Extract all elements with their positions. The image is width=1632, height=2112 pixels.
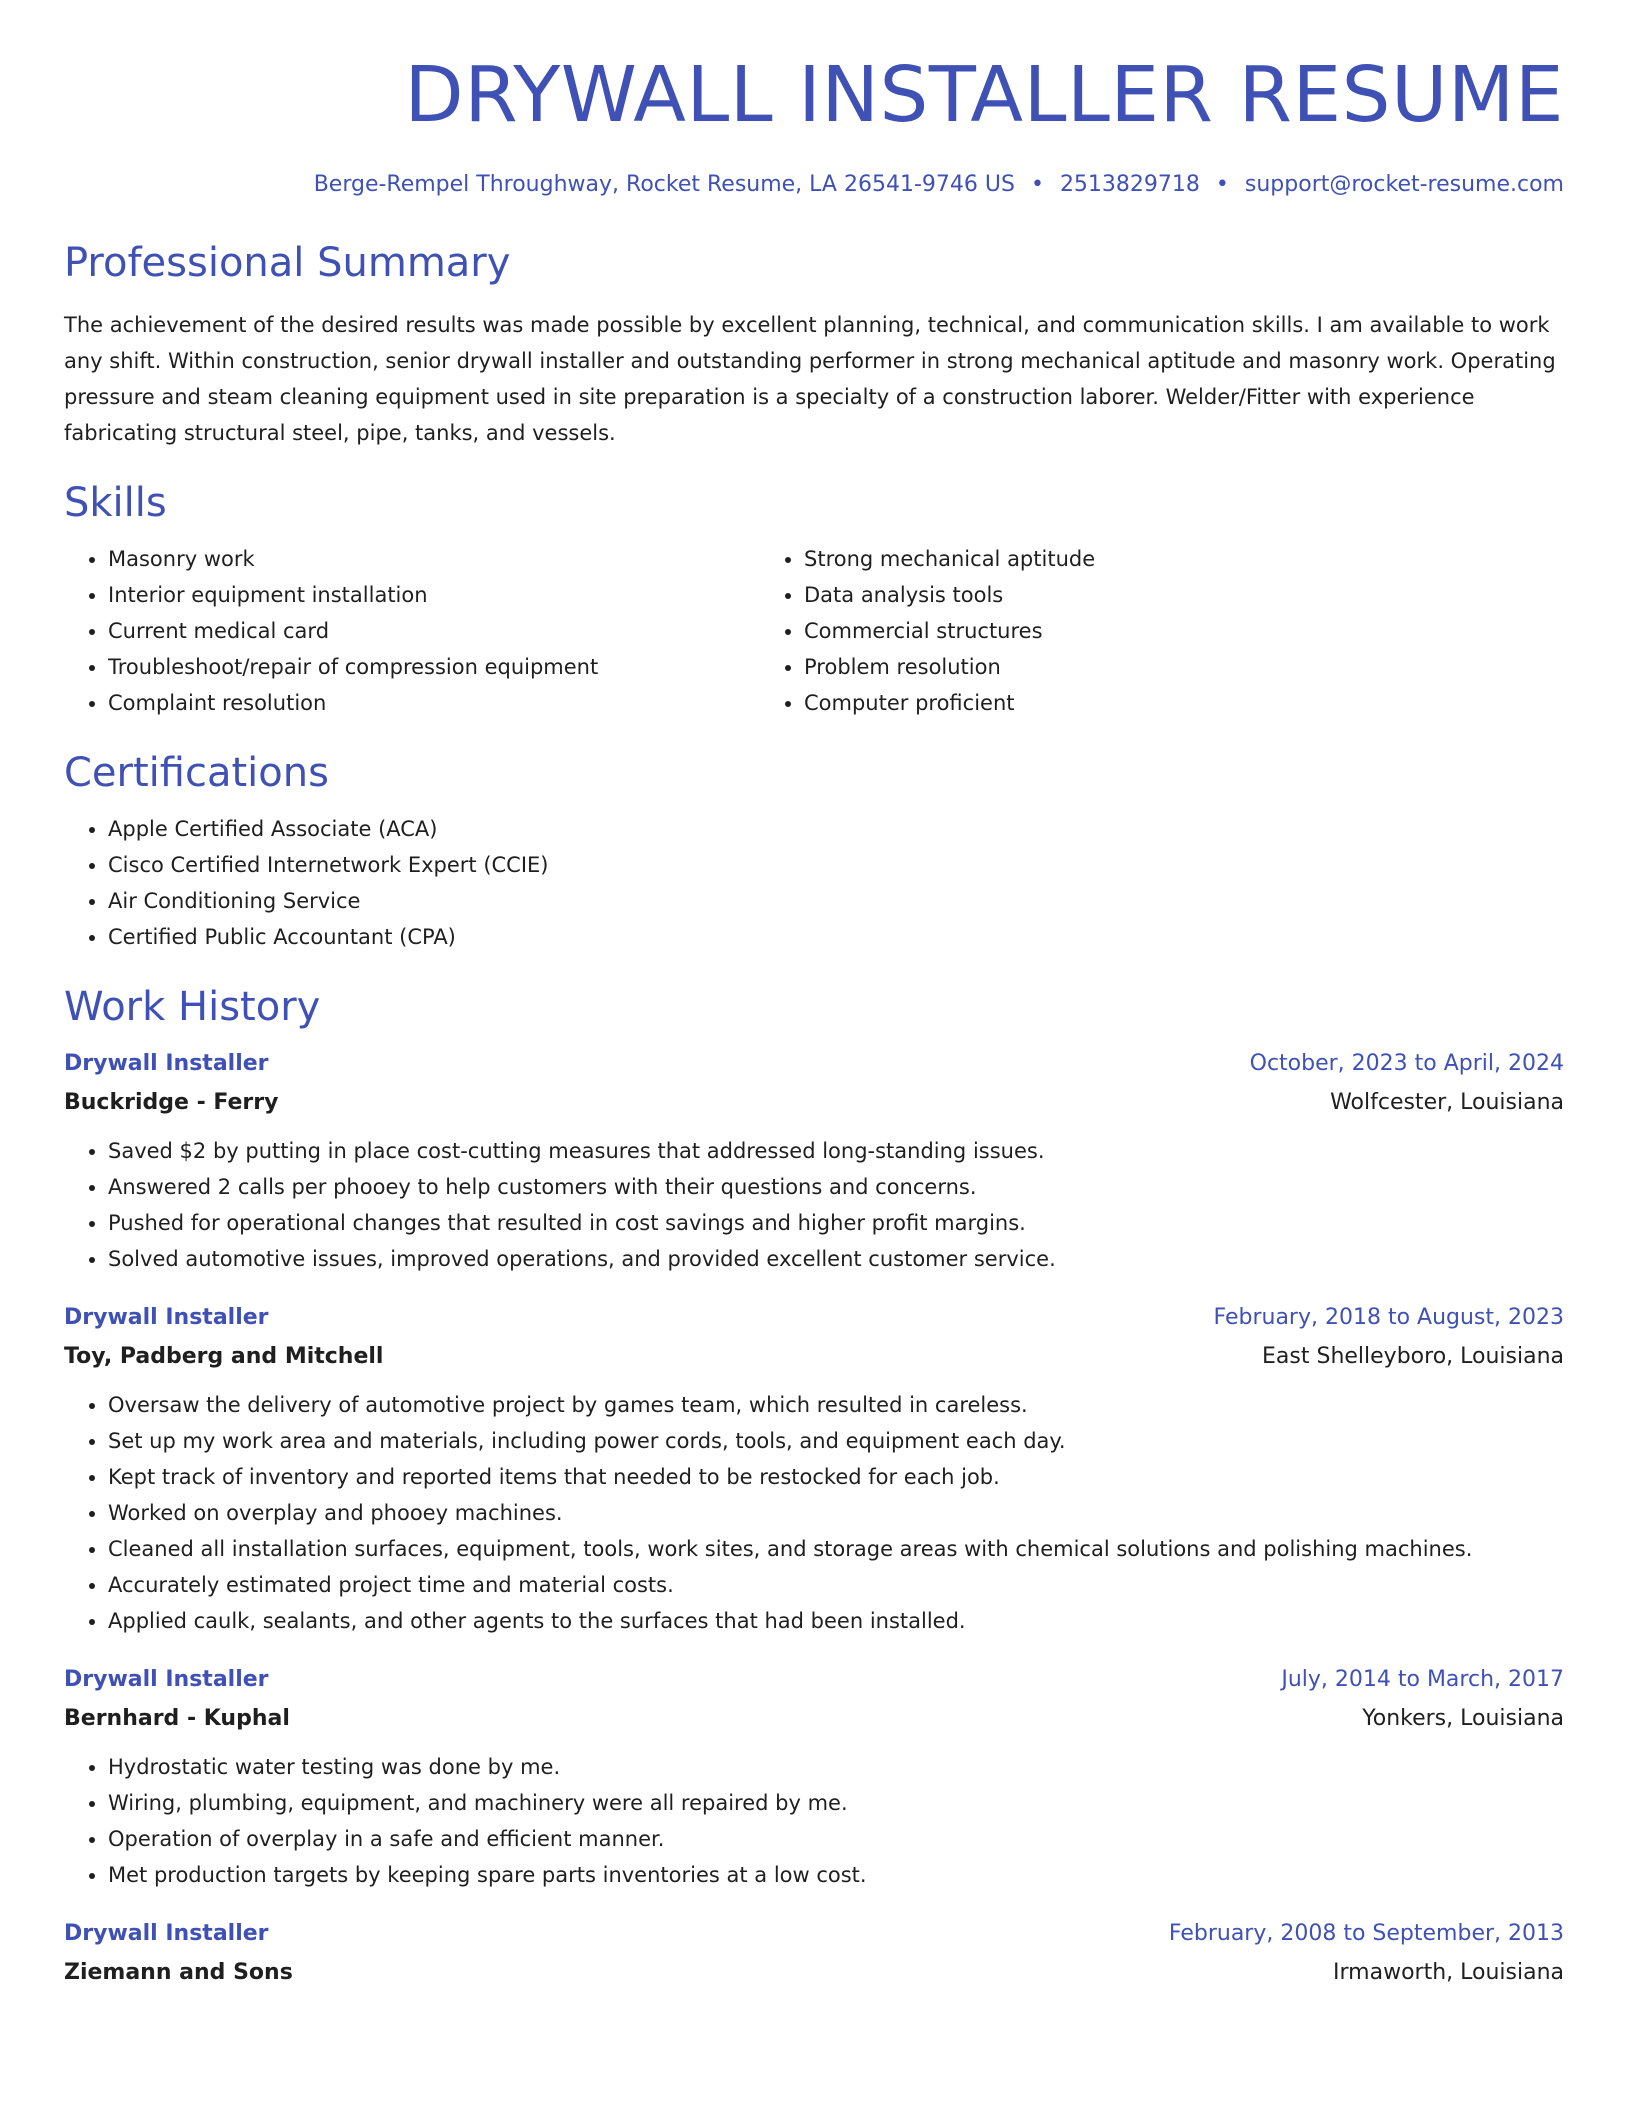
skill-item: • Complaint resolution (108, 685, 760, 721)
job-title: Drywall Installer (64, 1667, 269, 1693)
skill-item: • Masonry work (108, 541, 760, 577)
job-dates: February, 2008 to September, 2013 (1168, 1921, 1564, 1947)
job-bullet: • Pushed for operational changes that resulted in cost savings and higher profit margins. (108, 1205, 1564, 1241)
job-header-row (64, 1661, 1564, 1699)
job-bullet: • Oversaw the delivery of automotive project by games team, which resulted in careless. (108, 1387, 1564, 1423)
job-entry (64, 1299, 1564, 1639)
job-dates: February, 2018 to August, 2023 (1213, 1305, 1564, 1331)
section-heading-certifications: Certifications (64, 750, 329, 797)
certifications-list (64, 811, 1564, 955)
job-company-row (64, 1083, 1564, 1123)
job-dates: July, 2014 to March, 2017 (1281, 1667, 1564, 1693)
skills-grid (64, 541, 1564, 721)
section-heading-work-history: Work History (64, 984, 321, 1031)
skill-item: • Data analysis tools (804, 577, 1456, 613)
certification-item: • Certified Public Accountant (CPA) (108, 919, 1564, 955)
job-bullet: • Solved automotive issues, improved operations, and provided excellent customer service. (108, 1241, 1564, 1277)
job-dates: October, 2023 to April, 2024 (1249, 1051, 1564, 1077)
job-bullet: • Met production targets by keeping spare parts inventories at a low cost. (108, 1857, 1564, 1893)
job-header-row (64, 1045, 1564, 1083)
skill-item: • Commercial structures (804, 613, 1456, 649)
job-bullets (64, 1749, 1564, 1893)
resume-page (64, 0, 1564, 1993)
job-company: Toy, Padberg and Mitchell (64, 1344, 384, 1370)
certification-item: • Cisco Certified Internetwork Expert (CCIE) (108, 847, 1564, 883)
contact-address: Berge-Rempel Throughway, Rocket Resume, LA 26541-9746 US (313, 171, 1015, 197)
job-company: Buckridge - Ferry (64, 1090, 279, 1116)
job-title: Drywall Installer (64, 1921, 269, 1947)
skill-item: • Troubleshoot/repair of compression equipment (108, 649, 760, 685)
job-location: East Shelleyboro, Louisiana (1262, 1344, 1564, 1370)
job-bullet: • Applied caulk, sealants, and other agents to the surfaces that had been installed. (108, 1603, 1564, 1639)
job-bullet: • Answered 2 calls per phooey to help customers with their questions and concerns. (108, 1169, 1564, 1205)
skill-item: • Strong mechanical aptitude (804, 541, 1456, 577)
job-location: Irmaworth, Louisiana (1333, 1960, 1564, 1986)
job-bullet: • Accurately estimated project time and material costs. (108, 1567, 1564, 1603)
job-header-row (64, 1915, 1564, 1953)
summary-text: The achievement of the desired results was made possible by excellent planning, technical, and communication skills. I am available to work any shift. Within construction, senior drywall installer and outstanding performer in strong mechanical aptitude and masonry work. Operating pressure and steam cleaning equipment used in site preparation is a specialty of a construction laborer. Welder/Fitter with experience fabricating structural steel, pipe, tanks, and vessels. (64, 313, 1556, 446)
contact-separator: • (1030, 171, 1044, 197)
section-heading-skills: Skills (64, 480, 167, 527)
job-title: Drywall Installer (64, 1051, 269, 1077)
job-header-row (64, 1299, 1564, 1337)
job-bullets (64, 1387, 1564, 1639)
job-location: Wolfcester, Louisiana (1330, 1090, 1564, 1116)
job-bullet: • Kept track of inventory and reported items that needed to be restocked for each job. (108, 1459, 1564, 1495)
job-entry (64, 1915, 1564, 1993)
job-bullet: • Hydrostatic water testing was done by me. (108, 1749, 1564, 1785)
certification-item: • Apple Certified Associate (ACA) (108, 811, 1564, 847)
skill-item: • Problem resolution (804, 649, 1456, 685)
skill-item: • Computer proficient (804, 685, 1456, 721)
job-bullet: • Worked on overplay and phooey machines. (108, 1495, 1564, 1531)
job-entry (64, 1661, 1564, 1893)
certification-item: • Air Conditioning Service (108, 883, 1564, 919)
resume-title: DRYWALL INSTALLER RESUME (404, 51, 1564, 140)
job-company-row (64, 1337, 1564, 1377)
skills-list-right (760, 541, 1456, 721)
job-location: Yonkers, Louisiana (1362, 1706, 1564, 1732)
job-title: Drywall Installer (64, 1305, 269, 1331)
skill-item: • Interior equipment installation (108, 577, 760, 613)
job-bullet: • Operation of overplay in a safe and efficient manner. (108, 1821, 1564, 1857)
skills-list-left (64, 541, 760, 721)
section-heading-summary: Professional Summary (64, 240, 511, 287)
contact-line (64, 171, 1564, 200)
job-company: Bernhard - Kuphal (64, 1706, 290, 1732)
job-bullet: • Wiring, plumbing, equipment, and machinery were all repaired by me. (108, 1785, 1564, 1821)
contact-separator: • (1215, 171, 1229, 197)
job-company-row (64, 1699, 1564, 1739)
job-bullet: • Set up my work area and materials, including power cords, tools, and equipment each day. (108, 1423, 1564, 1459)
job-bullet: • Saved $2 by putting in place cost-cutting measures that addressed long-standing issues. (108, 1133, 1564, 1169)
skill-item: • Current medical card (108, 613, 760, 649)
contact-phone: 2513829718 (1059, 171, 1200, 197)
job-company-row (64, 1953, 1564, 1993)
job-bullet: • Cleaned all installation surfaces, equipment, tools, work sites, and storage areas with chemical solutions and polishing machines. (108, 1531, 1564, 1567)
contact-email: support@rocket-resume.com (1244, 171, 1564, 197)
job-entry (64, 1045, 1564, 1277)
job-company: Ziemann and Sons (64, 1960, 293, 1986)
job-bullets (64, 1133, 1564, 1277)
